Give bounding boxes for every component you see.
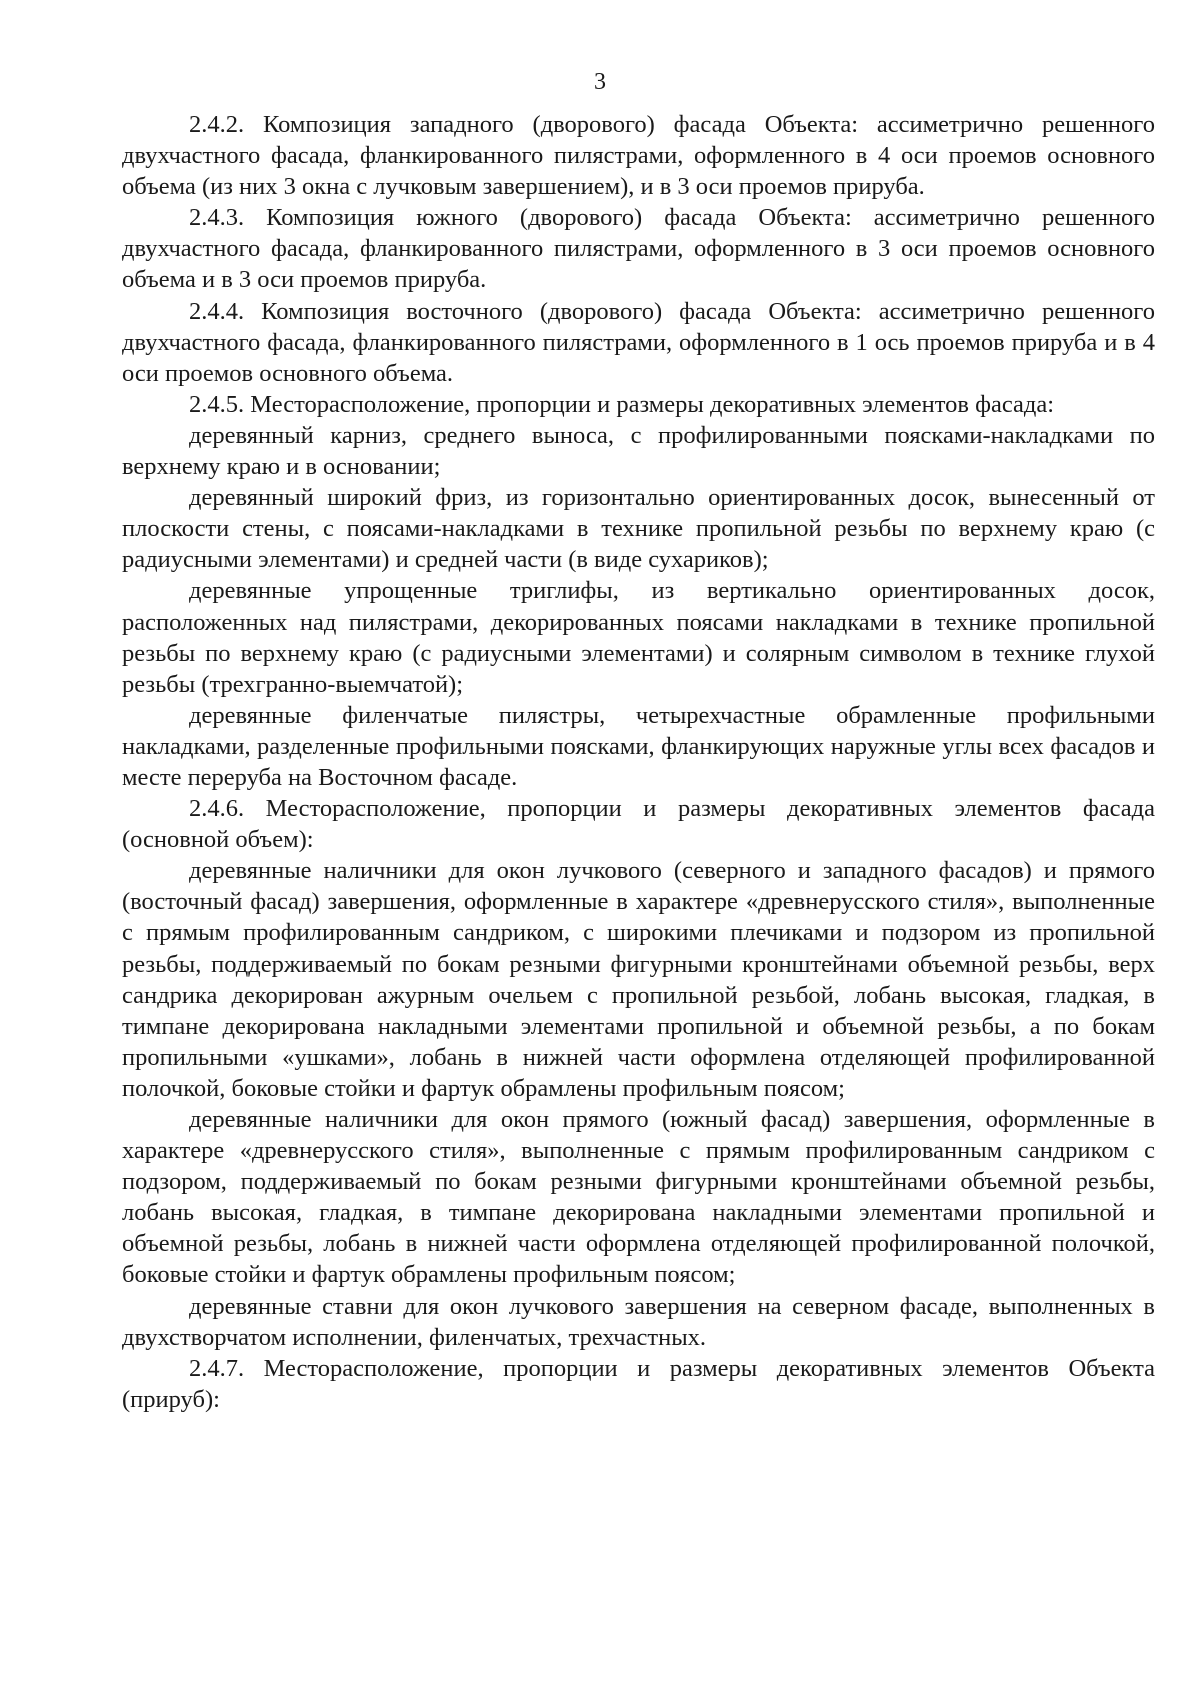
list-item-arched-window-casings: деревянные наличники для окон лучкового (северного и западного фасадов) и прямого (восточный фасад) завершения, оформленные в характере «древнерусского стиля», выполненные с прямым профилированным сандриком, с широкими плечиками и подзором из пропильной резьбы, поддерживаемый по бокам резными фигурными кронштейнами объемной резьбы, верх сандрика декорирован ажурным очельем с пропильной резьбой, лобань высокая, гладкая, в тимпане декорирована накладными элементами пропильной и объемной резьбы, а по бокам пропильными «ушками», лобань в нижней части оформлена отделяющей профилированной полочкой, боковые стойки и фартук обрамлены профильным поясом; — [122, 857, 1155, 1102]
list-item-shutters: деревянные ставни для окон лучкового завершения на северном фасаде, выполненных в двухстворчатом исполнении, филенчатых, трехчастных. — [122, 1292, 1155, 1351]
list-item-straight-window-casings: деревянные наличники для окон прямого (южный фасад) завершения, оформленные в характере «древнерусского стиля», выполненные с прямым профилированным сандриком с подзором, поддерживаемый по бокам резными фигурными кронштейнами объемной резьбы, лобань высокая, гладкая, в тимпане декорирована накладными элементами пропильной и объемной резьбы, лобань в нижней части оформлена отделяющей профилированной полочкой, боковые стойки и фартук обрамлены профильным поясом; — [122, 1106, 1155, 1289]
paragraph-2-4-7: 2.4.7. Месторасположение, пропорции и размеры декоративных элементов Объекта (прируб): — [122, 1354, 1155, 1413]
paragraph-2-4-2: 2.4.2. Композиция западного (дворового) фасада Объекта: ассиметрично решенного двухчастного фасада, фланкированного пилястрами, оформленного в 4 оси проемов основного объема (из них 3 окна с лучковым завершением), и в 3 оси проемов прируба. — [122, 111, 1155, 201]
list-item-cornice: деревянный карниз, среднего выноса, с профилированными поясками-накладками по верхнему краю и в основании; — [122, 421, 1155, 481]
list-item-frieze: деревянный широкий фриз, из горизонтально ориентированных досок, вынесенный от плоскости стены, с поясами-накладками в технике пропильной резьбы по верхнему краю (с радиусными элементами) и средней части (в виде сухариков); — [122, 484, 1155, 574]
document-body — [122, 109, 1155, 1415]
paragraph-2-4-4: 2.4.4. Композиция восточного (дворового) фасада Объекта: ассиметрично решенного двухчастного фасада, фланкированного пилястрами, оформленного в 1 ось проемов прируба и в 4 оси проемов основного объема. — [122, 297, 1155, 387]
paragraph-2-4-3: 2.4.3. Композиция южного (дворового) фасада Объекта: ассиметрично решенного двухчастного фасада, фланкированного пилястрами, оформленного в 3 оси проемов основного объема и в 3 оси проемов прируба. — [122, 204, 1155, 294]
paragraph-2-4-6: 2.4.6. Месторасположение, пропорции и размеры декоративных элементов фасада (основной объем): — [122, 795, 1155, 854]
page-number: 3 — [594, 69, 606, 95]
list-item-triglyphs: деревянные упрощенные триглифы, из вертикально ориентированных досок, расположенных над пилястрами, декорированных поясами накладками в технике пропильной резьбы по верхнему краю (с радиусными элементами) и солярным символом в технике глухой резьбы (трехгранно-выемчатой); — [122, 577, 1155, 698]
list-item-pilasters: деревянные филенчатые пилястры, четырехчастные обрамленные профильными накладками, разделенные профильными поясками, фланкирующих наружные углы всех фасадов и месте переруба на Восточном фасаде. — [122, 701, 1155, 791]
paragraph-2-4-5: 2.4.5. Месторасположение, пропорции и размеры декоративных элементов фасада: — [189, 390, 1055, 418]
